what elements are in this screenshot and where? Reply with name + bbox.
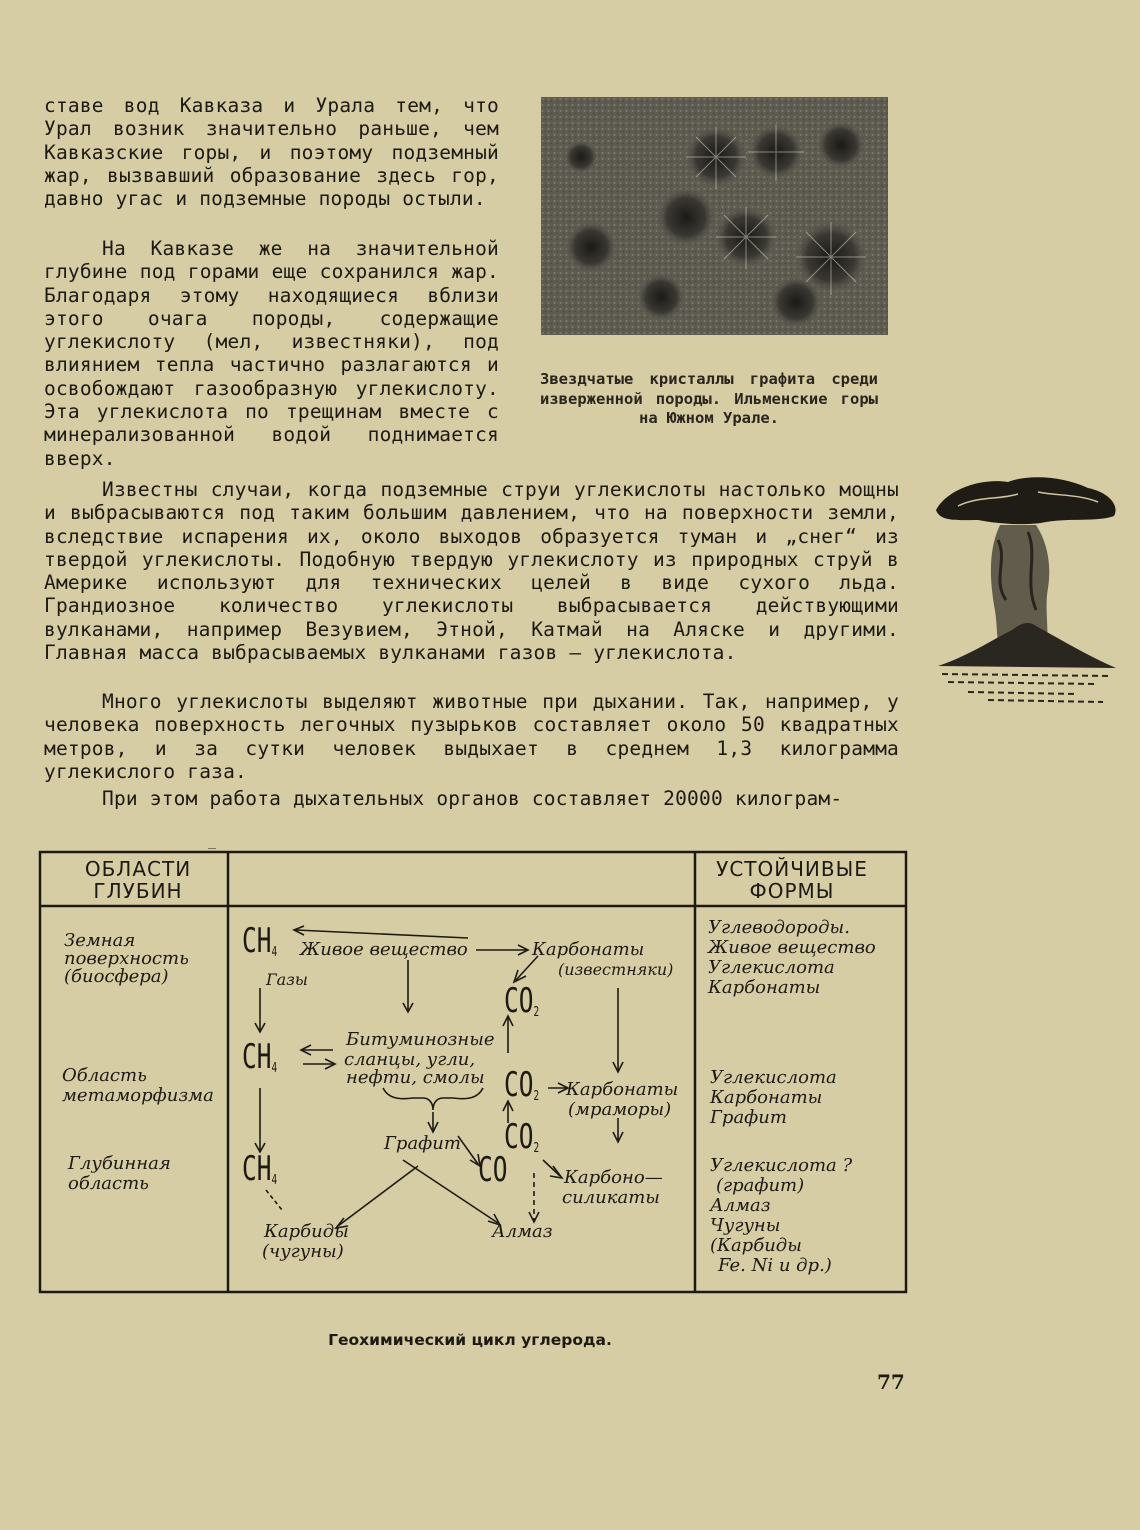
zone-biosphere: Земная поверхность (биосфера): [64, 930, 189, 987]
photo-caption: Звездчатые кристаллы графита среди изверженной породы. Ильменские горы на Южном Урале.: [540, 370, 878, 427]
living-matter-label: Живое вещество: [300, 939, 468, 960]
stable-form-item: Углекислота: [710, 1067, 837, 1088]
zone-metamorphism: Область метаморфизма: [62, 1065, 214, 1106]
stable-form-item: Алмаз: [710, 1195, 771, 1216]
limestones-label: (известняки): [558, 960, 674, 979]
stable-form-item: Углеводороды.: [708, 917, 850, 938]
stable-form-item: Карбонаты: [708, 977, 821, 998]
co2-deep: $CO_2$: [504, 1117, 540, 1157]
graphite-label: Графит: [384, 1133, 461, 1154]
carbides-label-1: Карбиды: [264, 1221, 349, 1242]
paragraph-5: При этом работа дыхательных органов составляет 20000 килограм-: [102, 787, 843, 810]
graphite-photo-image: [541, 97, 888, 335]
stable-form-item: Чугуны: [710, 1215, 781, 1236]
carbosilicates-label-1: Карбоно—: [564, 1167, 663, 1188]
paragraph-2: На Кавказе же на значительной глубине под горами еще сохранился жар. Благодаря этому находящиеся вблизи этого очага породы, содержащие углекислоту (мел, известняки), под влиянием тепла частично разлагаются и освобождают газообразную углекислоту. Эта углекислота по трещинам вместе с минерализованной водой поднимается вверх.: [44, 237, 499, 470]
co-deep: CO: [478, 1150, 508, 1190]
bitumen-label-2: сланцы, угли,: [344, 1049, 476, 1070]
bitumen-label-1: Битуминозные: [346, 1029, 495, 1050]
carbides-label-2: (чугуны): [262, 1241, 344, 1262]
figure-caption: Геохимический цикл углерода.: [328, 1331, 612, 1349]
stable-form-item: Fe. Ni и др.): [718, 1255, 832, 1276]
stable-form-item: Карбонаты: [710, 1087, 823, 1108]
stable-form-item: Графит: [710, 1107, 787, 1128]
paragraph-3: Известны случаи, когда подземные струи углекислоты настолько мощны и выбрасываются под таким большим давлением, что на поверхности земли, вследствие испарения их, около выходов образуется туман и „снег“ из твердой углекислоты. Подобную твердую углекислоту из природных струй в Америке используют для технических целей в виде сухого льда. Грандиозное количество углекислоты выбрасывается действующими вулканами, например Везувием, Этной, Катмай на Аляске и другими. Главная масса выбрасываемых вулканами газов — углекислота.: [44, 478, 899, 665]
header-stable-forms: УСТОЙЧИВЫЕ ФОРМЫ: [716, 857, 868, 903]
paragraph-4: Много углекислоты выделяют животные при дыхании. Так, например, у человека поверхность легочных пузырьков составляет около 50 квадратных метров, и за сутки человек выдыхает в среднем 1,3 килограмма углекислого газа.: [44, 690, 899, 783]
stable-forms-biosphere: [708, 918, 876, 998]
co2-surface: $CO_2$: [504, 981, 540, 1021]
co2-metamorphism: $CO_2$: [504, 1065, 540, 1105]
diamond-label: Алмаз: [492, 1221, 553, 1242]
gases-label: Газы: [266, 970, 308, 989]
carbonates-marbles-label-2: (мраморы): [568, 1099, 672, 1120]
page-number: 77: [877, 1370, 905, 1394]
volcano-illustration: [928, 470, 1123, 715]
zone-deep: Глубинная область: [68, 1153, 171, 1194]
carbonates-label: Карбонаты: [532, 939, 645, 960]
stable-forms-metamorphism: [710, 1068, 837, 1128]
stable-form-item: Живое вещество: [708, 937, 876, 958]
stable-form-item: (Карбиды: [710, 1235, 802, 1256]
carbon-cycle-scheme: [38, 848, 910, 1294]
bitumen-label-3: нефти, смолы: [346, 1067, 485, 1088]
graphite-crystals-photo: [541, 97, 888, 335]
stable-form-item: Углекислота ?: [710, 1155, 853, 1176]
paragraph-1: ставе вод Кавказа и Урала тем, что Урал возник значительно раньше, чем Кавказские горы, и поэтому подземный жар, вызвавший образование здесь гор, давно угас и подземные породы остыли.: [44, 94, 499, 211]
ch4-metamorphism: $CH_4$: [242, 1037, 278, 1077]
stable-forms-deep: [710, 1156, 852, 1276]
carbonates-marbles-label-1: Карбонаты: [566, 1079, 679, 1100]
ch4-surface: $CH_4$: [242, 921, 278, 961]
stable-form-item: (графит): [716, 1175, 805, 1196]
header-depth-regions: ОБЛАСТИ ГЛУБИН: [84, 857, 192, 903]
ch4-deep: $CH_4$: [242, 1149, 278, 1189]
carbosilicates-label-2: силикаты: [562, 1187, 660, 1208]
stable-form-item: Углекислота: [708, 957, 835, 978]
